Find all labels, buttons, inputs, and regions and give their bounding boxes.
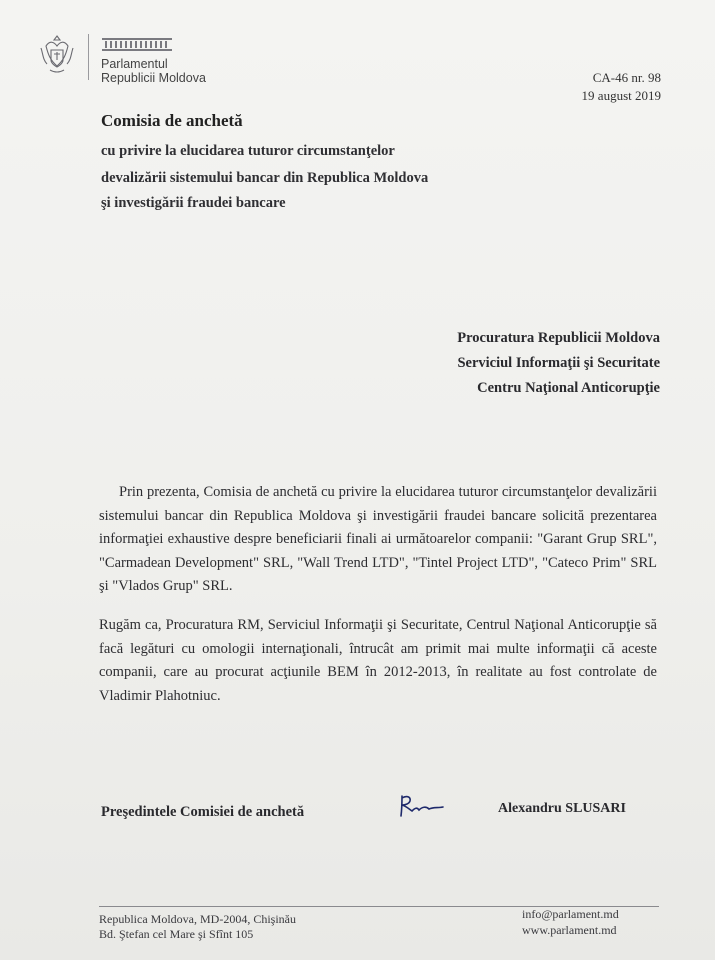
header-divider bbox=[88, 34, 89, 80]
commission-title: Comisia de anchetă bbox=[101, 111, 243, 130]
letter-date: 19 august 2019 bbox=[581, 88, 661, 103]
footer-email: info@parlament.md bbox=[522, 907, 619, 921]
handwritten-signature bbox=[396, 792, 446, 820]
signatory-position: Preşedintele Comisiei de anchetă bbox=[101, 804, 305, 820]
body-paragraph-request bbox=[99, 481, 657, 599]
coat-of-arms-icon bbox=[38, 32, 76, 76]
body-paragraph-request-text: Prin prezenta, Comisia de anchetă cu privire la elucidarea tuturor circumstanţelor devalizării sistemului bancar din Republica Moldova şi investigării fraudei bancare solicită prezentarea informaţiei exhaustive despre beneficiarii finali ai următoarelor companii: "Garant Grup SRL", "Carmadean Development" SRL, "Wall Trend LTD", "Tintel Project LTD", "Cateco Prim" SRL şi "Vlados Grup" SRL. bbox=[99, 484, 657, 594]
reference-number: CA-46 nr. 98 bbox=[592, 70, 661, 85]
body-paragraph-appeal bbox=[99, 614, 657, 708]
parliament-building-icon bbox=[102, 36, 172, 52]
footer-address-line2: Bd. Ştefan cel Mare şi Sfînt 105 bbox=[99, 927, 254, 941]
commission-subtitle-line: cu privire la elucidarea tuturor circumstanţelor bbox=[101, 143, 395, 159]
recipient-anticorruption-center: Centru Naţional Anticorupţie bbox=[477, 380, 660, 396]
recipient-security-service: Serviciul Informaţii şi Securitate bbox=[457, 355, 660, 371]
footer-address-line1: Republica Moldova, MD-2004, Chişinău bbox=[99, 912, 296, 926]
commission-subtitle-line: devalizării sistemului bancar din Republica Moldova bbox=[101, 170, 429, 186]
body-paragraph-appeal-text: Rugăm ca, Procuratura RM, Serviciul Informaţii şi Securitate, Centrul Naţional Anticorupţie să facă legături cu omologii internaţionali, întrucât am primit mai multe informaţii că aceste companii, care au procurat acţiunile BEM în 2012-2013, în realitate au fost controlate de Vladimir Plahotniuc. bbox=[99, 617, 657, 704]
recipient-prosecutor: Procuratura Republicii Moldova bbox=[457, 330, 660, 346]
signatory-name: Alexandru SLUSARI bbox=[498, 801, 626, 816]
footer-website: www.parlament.md bbox=[522, 923, 617, 937]
institution-name-line1: Parlamentul bbox=[101, 57, 168, 71]
commission-subtitle-line: şi investigării fraudei bancare bbox=[101, 195, 286, 211]
institution-name-line2: Republicii Moldova bbox=[101, 71, 206, 85]
